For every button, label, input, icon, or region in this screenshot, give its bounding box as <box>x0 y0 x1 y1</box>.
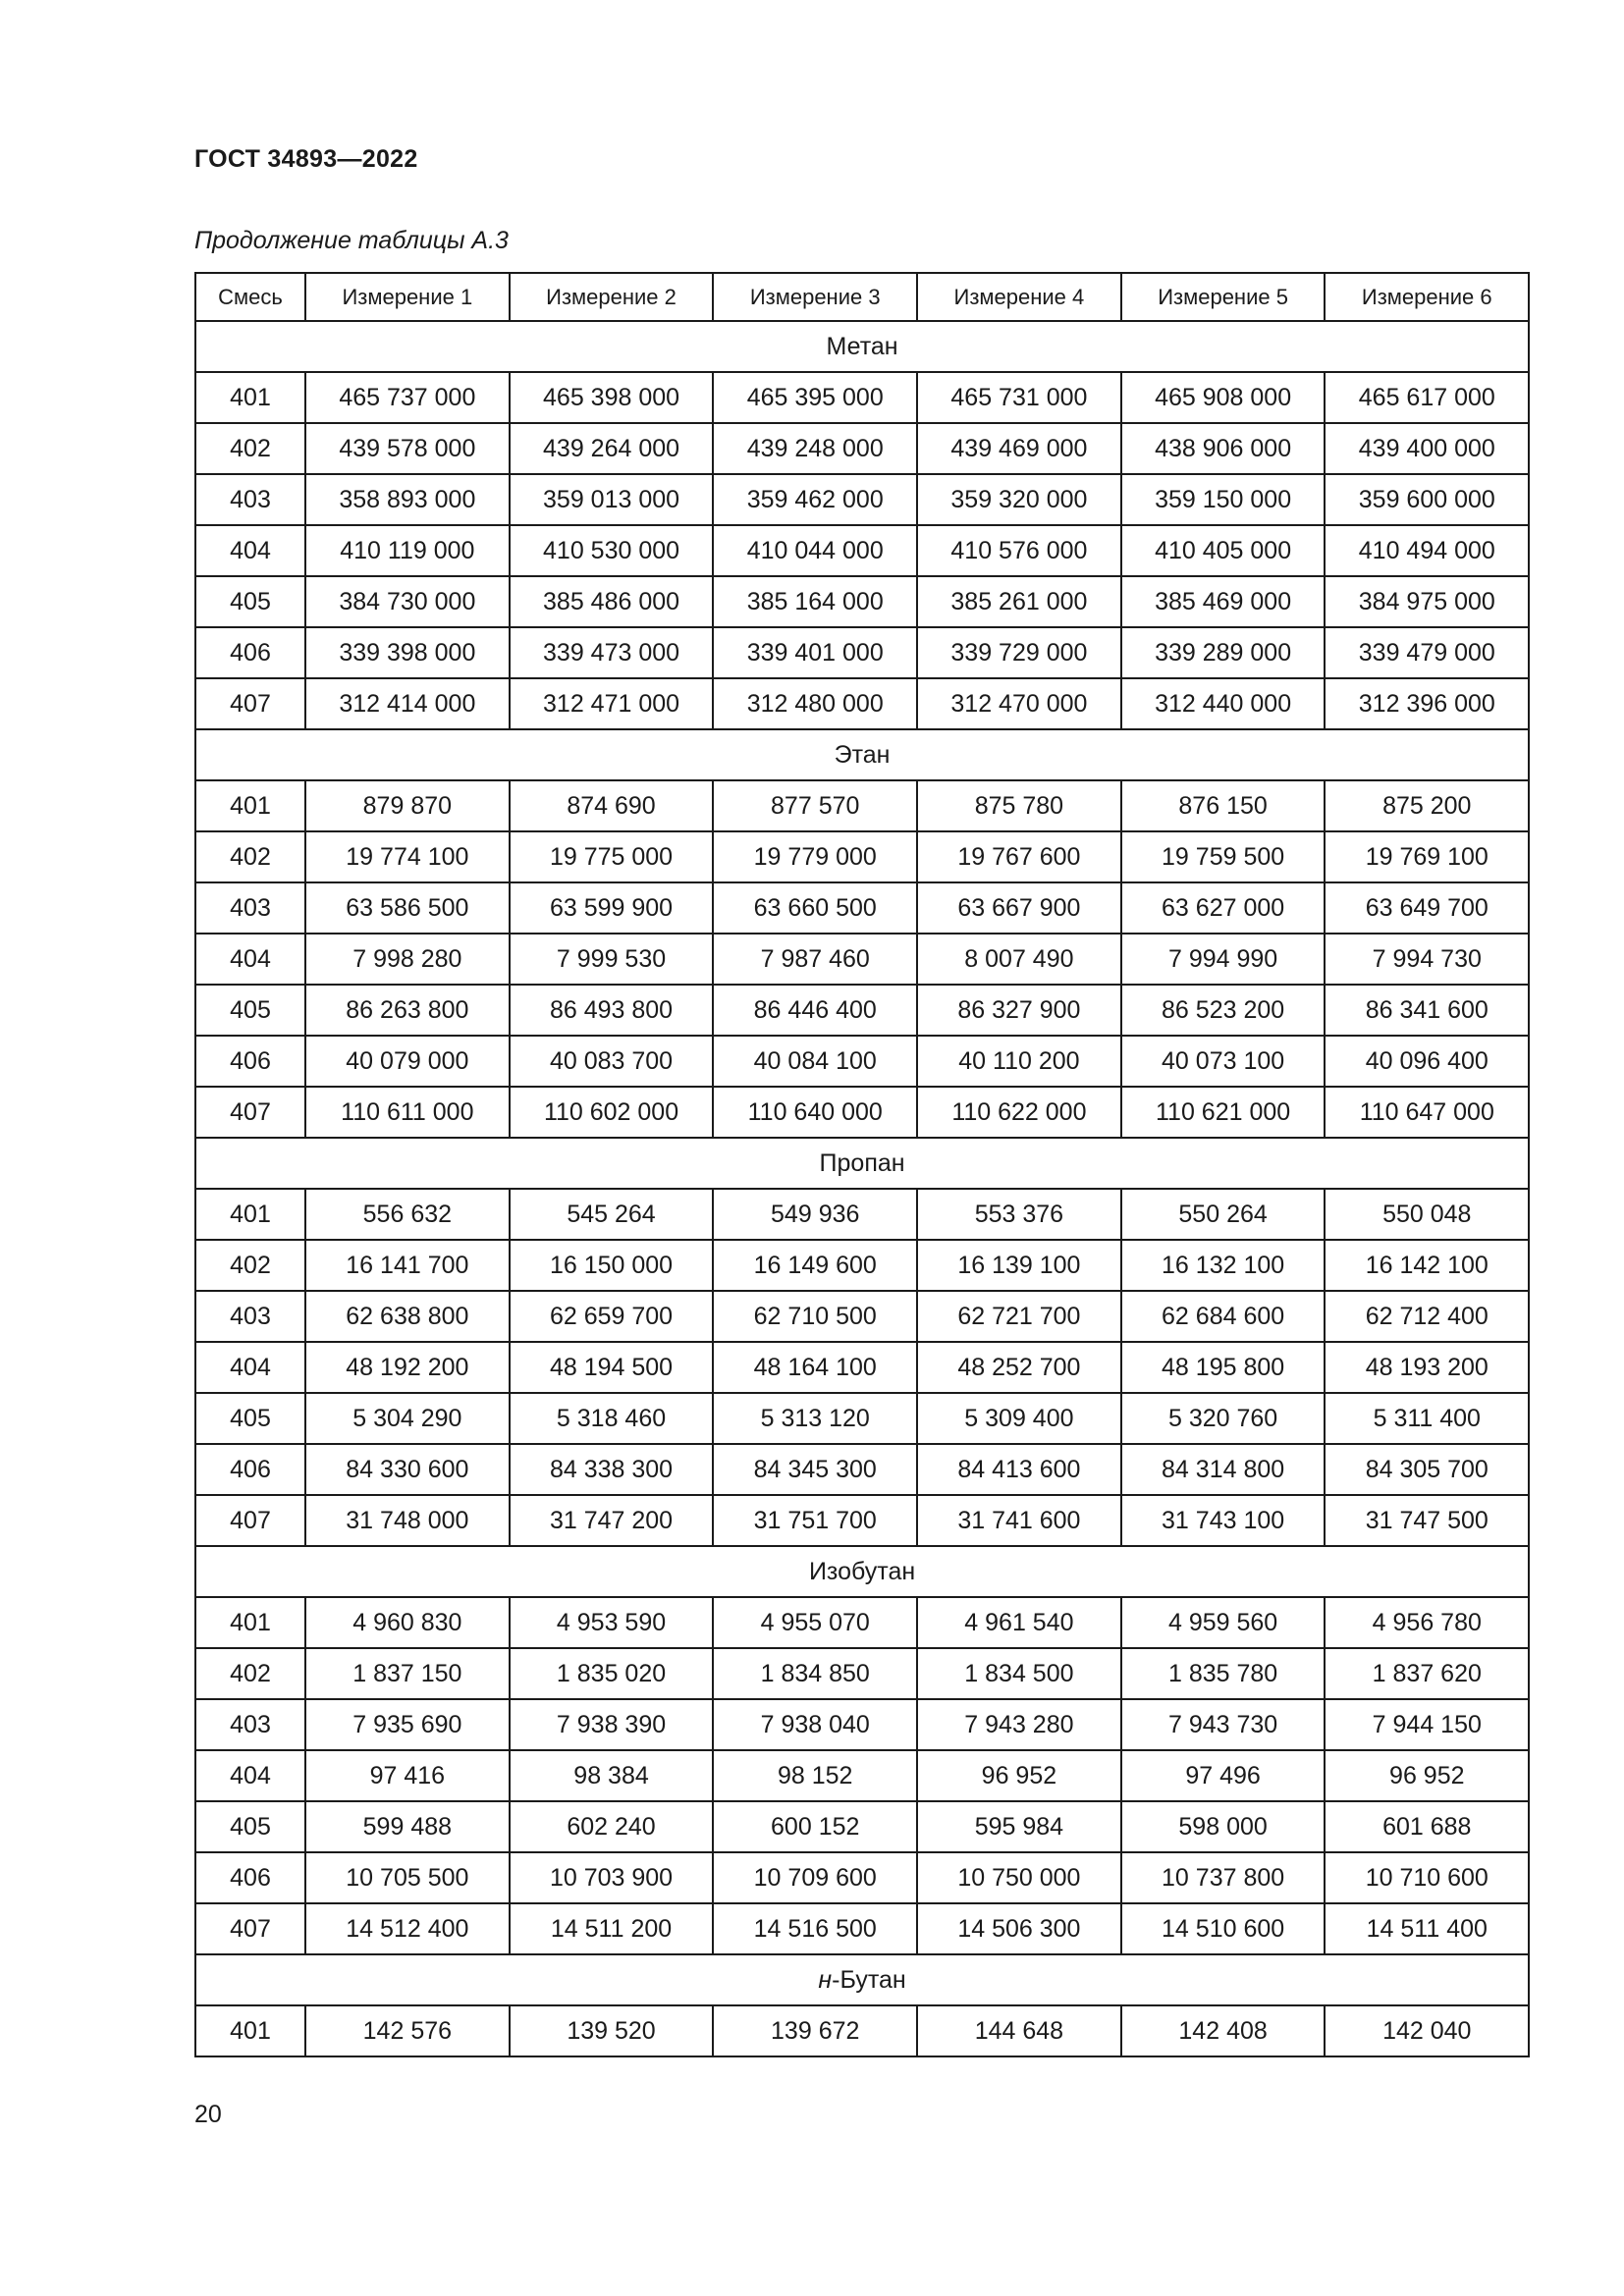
measurement-cell: 339 473 000 <box>510 627 714 678</box>
measurement-cell: 7 938 390 <box>510 1699 714 1750</box>
measurement-cell: 876 150 <box>1121 780 1326 831</box>
measurement-cell: 110 621 000 <box>1121 1087 1326 1138</box>
measurement-cell: 410 494 000 <box>1325 525 1529 576</box>
mixture-cell: 402 <box>195 423 305 474</box>
table-row <box>195 780 1529 831</box>
measurement-cell: 14 512 400 <box>305 1903 510 1954</box>
table-row <box>195 372 1529 423</box>
table-row <box>195 1087 1529 1138</box>
measurement-cell: 5 318 460 <box>510 1393 714 1444</box>
mixture-cell: 403 <box>195 1699 305 1750</box>
measurement-cell: 545 264 <box>510 1189 714 1240</box>
mixture-cell: 403 <box>195 1291 305 1342</box>
header-measurement-5: Измерение 5 <box>1121 273 1326 321</box>
measurement-cell: 110 611 000 <box>305 1087 510 1138</box>
measurement-cell: 96 952 <box>1325 1750 1529 1801</box>
measurement-cell: 19 774 100 <box>305 831 510 882</box>
mixture-cell: 401 <box>195 1189 305 1240</box>
measurement-cell: 7 938 040 <box>713 1699 917 1750</box>
measurement-cell: 10 737 800 <box>1121 1852 1326 1903</box>
mixture-cell: 406 <box>195 1852 305 1903</box>
measurement-cell: 465 908 000 <box>1121 372 1326 423</box>
table-body <box>195 321 1529 2056</box>
measurement-cell: 4 953 590 <box>510 1597 714 1648</box>
measurement-cell: 312 440 000 <box>1121 678 1326 729</box>
measurement-cell: 595 984 <box>917 1801 1121 1852</box>
measurement-cell: 410 044 000 <box>713 525 917 576</box>
measurement-cell: 84 338 300 <box>510 1444 714 1495</box>
measurement-cell: 439 578 000 <box>305 423 510 474</box>
measurement-cell: 7 943 280 <box>917 1699 1121 1750</box>
measurement-cell: 48 192 200 <box>305 1342 510 1393</box>
mixture-cell: 407 <box>195 1087 305 1138</box>
table-row <box>195 1240 1529 1291</box>
measurement-cell: 385 486 000 <box>510 576 714 627</box>
measurement-cell: 31 748 000 <box>305 1495 510 1546</box>
measurement-cell: 97 416 <box>305 1750 510 1801</box>
measurement-cell: 7 944 150 <box>1325 1699 1529 1750</box>
measurement-cell: 312 470 000 <box>917 678 1121 729</box>
section-row <box>195 729 1529 780</box>
measurement-cell: 48 164 100 <box>713 1342 917 1393</box>
measurement-cell: 5 311 400 <box>1325 1393 1529 1444</box>
section-title-prefix: н <box>818 1965 833 1994</box>
measurement-cell: 5 304 290 <box>305 1393 510 1444</box>
measurement-cell: 48 193 200 <box>1325 1342 1529 1393</box>
measurement-cell: 465 731 000 <box>917 372 1121 423</box>
measurement-cell: 8 007 490 <box>917 934 1121 985</box>
measurement-cell: 875 780 <box>917 780 1121 831</box>
measurement-cell: 40 110 200 <box>917 1036 1121 1087</box>
measurement-cell: 439 400 000 <box>1325 423 1529 474</box>
measurement-cell: 10 703 900 <box>510 1852 714 1903</box>
table-row <box>195 2005 1529 2056</box>
measurement-cell: 144 648 <box>917 2005 1121 2056</box>
measurement-cell: 86 341 600 <box>1325 985 1529 1036</box>
measurement-cell: 48 194 500 <box>510 1342 714 1393</box>
measurement-cell: 16 142 100 <box>1325 1240 1529 1291</box>
measurement-cell: 312 414 000 <box>305 678 510 729</box>
measurement-cell: 14 511 400 <box>1325 1903 1529 1954</box>
measurement-cell: 385 469 000 <box>1121 576 1326 627</box>
table-row <box>195 627 1529 678</box>
measurement-cell: 84 305 700 <box>1325 1444 1529 1495</box>
measurement-cell: 63 660 500 <box>713 882 917 934</box>
measurement-cell: 410 530 000 <box>510 525 714 576</box>
section-title-text: Метан <box>826 332 898 360</box>
measurement-cell: 879 870 <box>305 780 510 831</box>
table-row <box>195 474 1529 525</box>
mixture-cell: 406 <box>195 627 305 678</box>
measurement-cell: 86 493 800 <box>510 985 714 1036</box>
measurement-cell: 63 649 700 <box>1325 882 1529 934</box>
section-title-text: Пропан <box>819 1148 905 1177</box>
mixture-cell: 407 <box>195 1495 305 1546</box>
table-row <box>195 1291 1529 1342</box>
table-row <box>195 525 1529 576</box>
table-row <box>195 1444 1529 1495</box>
measurement-cell: 48 252 700 <box>917 1342 1121 1393</box>
mixture-cell: 402 <box>195 1648 305 1699</box>
measurement-cell: 84 413 600 <box>917 1444 1121 1495</box>
measurement-cell: 550 264 <box>1121 1189 1326 1240</box>
measurement-cell: 62 710 500 <box>713 1291 917 1342</box>
section-title-text: -Бутан <box>832 1965 906 1994</box>
measurement-cell: 98 152 <box>713 1750 917 1801</box>
table-row <box>195 1801 1529 1852</box>
measurement-cell: 31 741 600 <box>917 1495 1121 1546</box>
measurement-cell: 438 906 000 <box>1121 423 1326 474</box>
measurement-cell: 359 462 000 <box>713 474 917 525</box>
section-title <box>195 1954 1529 2005</box>
section-title-text: Этан <box>834 740 891 769</box>
header-measurement-4: Измерение 4 <box>917 273 1121 321</box>
measurement-cell: 19 767 600 <box>917 831 1121 882</box>
measurement-cell: 7 987 460 <box>713 934 917 985</box>
header-measurement-1: Измерение 1 <box>305 273 510 321</box>
measurement-cell: 1 834 850 <box>713 1648 917 1699</box>
measurement-cell: 110 602 000 <box>510 1087 714 1138</box>
measurement-cell: 63 599 900 <box>510 882 714 934</box>
measurement-cell: 410 576 000 <box>917 525 1121 576</box>
measurement-cell: 86 446 400 <box>713 985 917 1036</box>
table-row <box>195 831 1529 882</box>
measurement-cell: 439 469 000 <box>917 423 1121 474</box>
measurement-cell: 601 688 <box>1325 1801 1529 1852</box>
table-row <box>195 985 1529 1036</box>
measurement-cell: 19 759 500 <box>1121 831 1326 882</box>
measurement-cell: 384 975 000 <box>1325 576 1529 627</box>
measurement-cell: 384 730 000 <box>305 576 510 627</box>
measurement-cell: 14 510 600 <box>1121 1903 1326 1954</box>
measurement-cell: 358 893 000 <box>305 474 510 525</box>
section-row <box>195 321 1529 372</box>
measurement-cell: 40 084 100 <box>713 1036 917 1087</box>
table-row <box>195 1036 1529 1087</box>
measurement-cell: 31 747 200 <box>510 1495 714 1546</box>
measurement-cell: 7 994 730 <box>1325 934 1529 985</box>
table-row <box>195 1852 1529 1903</box>
measurement-cell: 40 073 100 <box>1121 1036 1326 1087</box>
measurement-cell: 19 775 000 <box>510 831 714 882</box>
measurement-cell: 556 632 <box>305 1189 510 1240</box>
measurement-cell: 62 721 700 <box>917 1291 1121 1342</box>
measurement-cell: 86 263 800 <box>305 985 510 1036</box>
measurement-cell: 16 150 000 <box>510 1240 714 1291</box>
measurement-cell: 62 659 700 <box>510 1291 714 1342</box>
measurement-cell: 139 672 <box>713 2005 917 2056</box>
measurement-cell: 14 516 500 <box>713 1903 917 1954</box>
measurement-cell: 5 313 120 <box>713 1393 917 1444</box>
measurement-cell: 5 320 760 <box>1121 1393 1326 1444</box>
table-row <box>195 678 1529 729</box>
measurement-cell: 312 396 000 <box>1325 678 1529 729</box>
measurement-cell: 10 705 500 <box>305 1852 510 1903</box>
header-measurement-3: Измерение 3 <box>713 273 917 321</box>
measurement-cell: 84 314 800 <box>1121 1444 1326 1495</box>
header-measurement-2: Измерение 2 <box>510 273 714 321</box>
measurement-cell: 31 747 500 <box>1325 1495 1529 1546</box>
table-row <box>195 423 1529 474</box>
measurement-cell: 439 248 000 <box>713 423 917 474</box>
measurement-cell: 16 141 700 <box>305 1240 510 1291</box>
measurement-cell: 86 327 900 <box>917 985 1121 1036</box>
measurement-cell: 110 647 000 <box>1325 1087 1529 1138</box>
measurement-cell: 40 079 000 <box>305 1036 510 1087</box>
measurement-cell: 19 779 000 <box>713 831 917 882</box>
measurement-cell: 31 751 700 <box>713 1495 917 1546</box>
table-row <box>195 1495 1529 1546</box>
measurement-cell: 139 520 <box>510 2005 714 2056</box>
measurement-cell: 110 640 000 <box>713 1087 917 1138</box>
table-row <box>195 1189 1529 1240</box>
section-title <box>195 321 1529 372</box>
section-row <box>195 1546 1529 1597</box>
measurement-cell: 465 737 000 <box>305 372 510 423</box>
measurement-cell: 40 083 700 <box>510 1036 714 1087</box>
measurement-cell: 63 627 000 <box>1121 882 1326 934</box>
measurement-cell: 7 999 530 <box>510 934 714 985</box>
measurement-cell: 1 837 150 <box>305 1648 510 1699</box>
header-row <box>195 273 1529 321</box>
measurement-cell: 875 200 <box>1325 780 1529 831</box>
mixture-cell: 404 <box>195 1750 305 1801</box>
measurement-cell: 14 511 200 <box>510 1903 714 1954</box>
measurement-cell: 62 684 600 <box>1121 1291 1326 1342</box>
mixture-cell: 405 <box>195 1801 305 1852</box>
mixture-cell: 405 <box>195 576 305 627</box>
measurement-cell: 7 994 990 <box>1121 934 1326 985</box>
measurement-cell: 4 955 070 <box>713 1597 917 1648</box>
table-caption: Продолжение таблицы А.3 <box>194 227 509 254</box>
measurement-cell: 465 617 000 <box>1325 372 1529 423</box>
measurement-cell: 600 152 <box>713 1801 917 1852</box>
measurement-cell: 142 408 <box>1121 2005 1326 2056</box>
measurement-cell: 549 936 <box>713 1189 917 1240</box>
table-row <box>195 576 1529 627</box>
measurement-cell: 359 600 000 <box>1325 474 1529 525</box>
page-number: 20 <box>194 2101 222 2128</box>
measurement-cell: 1 835 780 <box>1121 1648 1326 1699</box>
measurement-cell: 339 479 000 <box>1325 627 1529 678</box>
measurement-cell: 10 709 600 <box>713 1852 917 1903</box>
measurement-cell: 410 119 000 <box>305 525 510 576</box>
section-title-text: Изобутан <box>808 1557 916 1585</box>
measurement-cell: 5 309 400 <box>917 1393 1121 1444</box>
table-row <box>195 934 1529 985</box>
measurement-cell: 602 240 <box>510 1801 714 1852</box>
mixture-cell: 403 <box>195 882 305 934</box>
table-row <box>195 1597 1529 1648</box>
mixture-cell: 404 <box>195 525 305 576</box>
measurement-cell: 96 952 <box>917 1750 1121 1801</box>
measurement-cell: 10 750 000 <box>917 1852 1121 1903</box>
measurement-cell: 84 345 300 <box>713 1444 917 1495</box>
measurement-cell: 598 000 <box>1121 1801 1326 1852</box>
measurement-cell: 339 401 000 <box>713 627 917 678</box>
section-row <box>195 1138 1529 1189</box>
measurement-cell: 1 837 620 <box>1325 1648 1529 1699</box>
header-mixture: Смесь <box>195 273 305 321</box>
measurement-cell: 550 048 <box>1325 1189 1529 1240</box>
measurement-cell: 874 690 <box>510 780 714 831</box>
table-row <box>195 1648 1529 1699</box>
mixture-cell: 405 <box>195 985 305 1036</box>
measurement-cell: 4 956 780 <box>1325 1597 1529 1648</box>
mixture-cell: 406 <box>195 1036 305 1087</box>
section-row <box>195 1954 1529 2005</box>
measurement-cell: 465 398 000 <box>510 372 714 423</box>
measurements-table <box>194 272 1530 2057</box>
measurement-cell: 877 570 <box>713 780 917 831</box>
measurement-cell: 385 261 000 <box>917 576 1121 627</box>
measurement-cell: 7 935 690 <box>305 1699 510 1750</box>
measurement-cell: 465 395 000 <box>713 372 917 423</box>
section-title <box>195 729 1529 780</box>
section-title <box>195 1546 1529 1597</box>
measurement-cell: 1 835 020 <box>510 1648 714 1699</box>
measurement-cell: 4 959 560 <box>1121 1597 1326 1648</box>
mixture-cell: 401 <box>195 2005 305 2056</box>
table-row <box>195 882 1529 934</box>
measurement-cell: 98 384 <box>510 1750 714 1801</box>
measurement-cell: 359 320 000 <box>917 474 1121 525</box>
measurement-cell: 16 132 100 <box>1121 1240 1326 1291</box>
section-title <box>195 1138 1529 1189</box>
table-row <box>195 1393 1529 1444</box>
mixture-cell: 404 <box>195 1342 305 1393</box>
measurement-cell: 84 330 600 <box>305 1444 510 1495</box>
measurement-cell: 16 149 600 <box>713 1240 917 1291</box>
measurement-cell: 1 834 500 <box>917 1648 1121 1699</box>
measurement-cell: 312 480 000 <box>713 678 917 729</box>
measurement-cell: 97 496 <box>1121 1750 1326 1801</box>
table-row <box>195 1342 1529 1393</box>
table-row <box>195 1903 1529 1954</box>
measurement-cell: 10 710 600 <box>1325 1852 1529 1903</box>
measurement-cell: 63 667 900 <box>917 882 1121 934</box>
measurement-cell: 14 506 300 <box>917 1903 1121 1954</box>
measurement-cell: 62 638 800 <box>305 1291 510 1342</box>
measurement-cell: 439 264 000 <box>510 423 714 474</box>
measurement-cell: 4 960 830 <box>305 1597 510 1648</box>
mixture-cell: 405 <box>195 1393 305 1444</box>
measurement-cell: 339 729 000 <box>917 627 1121 678</box>
mixture-cell: 402 <box>195 1240 305 1291</box>
measurement-cell: 339 289 000 <box>1121 627 1326 678</box>
table-row <box>195 1699 1529 1750</box>
mixture-cell: 407 <box>195 678 305 729</box>
measurement-cell: 312 471 000 <box>510 678 714 729</box>
mixture-cell: 403 <box>195 474 305 525</box>
measurement-cell: 63 586 500 <box>305 882 510 934</box>
measurement-cell: 4 961 540 <box>917 1597 1121 1648</box>
measurement-cell: 599 488 <box>305 1801 510 1852</box>
measurement-cell: 7 998 280 <box>305 934 510 985</box>
measurement-cell: 7 943 730 <box>1121 1699 1326 1750</box>
mixture-cell: 402 <box>195 831 305 882</box>
measurement-cell: 62 712 400 <box>1325 1291 1529 1342</box>
measurement-cell: 110 622 000 <box>917 1087 1121 1138</box>
mixture-cell: 404 <box>195 934 305 985</box>
mixture-cell: 401 <box>195 1597 305 1648</box>
measurement-cell: 385 164 000 <box>713 576 917 627</box>
measurement-cell: 359 150 000 <box>1121 474 1326 525</box>
measurement-cell: 40 096 400 <box>1325 1036 1529 1087</box>
measurement-cell: 31 743 100 <box>1121 1495 1326 1546</box>
mixture-cell: 401 <box>195 780 305 831</box>
measurement-cell: 359 013 000 <box>510 474 714 525</box>
mixture-cell: 406 <box>195 1444 305 1495</box>
measurement-cell: 142 040 <box>1325 2005 1529 2056</box>
measurement-cell: 19 769 100 <box>1325 831 1529 882</box>
measurement-cell: 142 576 <box>305 2005 510 2056</box>
table-row <box>195 1750 1529 1801</box>
measurement-cell: 339 398 000 <box>305 627 510 678</box>
mixture-cell: 401 <box>195 372 305 423</box>
mixture-cell: 407 <box>195 1903 305 1954</box>
document-header: ГОСТ 34893—2022 <box>194 145 418 173</box>
header-measurement-6: Измерение 6 <box>1325 273 1529 321</box>
measurement-cell: 553 376 <box>917 1189 1121 1240</box>
measurement-cell: 410 405 000 <box>1121 525 1326 576</box>
table-header <box>195 273 1529 321</box>
measurement-cell: 48 195 800 <box>1121 1342 1326 1393</box>
measurement-cell: 86 523 200 <box>1121 985 1326 1036</box>
measurement-cell: 16 139 100 <box>917 1240 1121 1291</box>
